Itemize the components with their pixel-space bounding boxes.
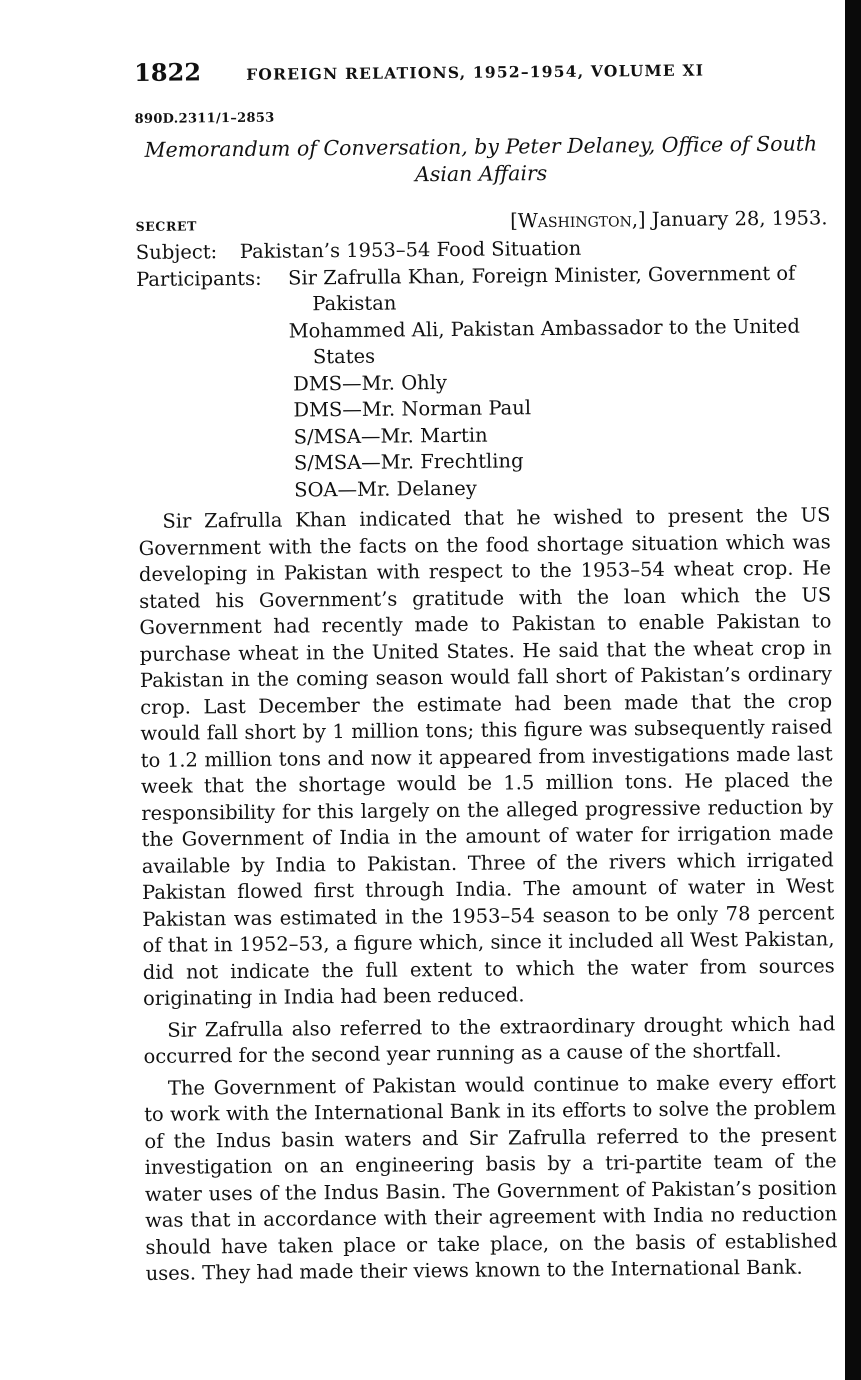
participant-item: DMS—Mr. Ohly [293,370,448,395]
body-text [138,502,837,1287]
place: [Washington,] [510,208,646,233]
memo-fields [136,233,831,505]
document-title-line-1: Memorandum of Conversation, by Peter Delaney, Office of South [144,131,818,162]
place-date [510,206,828,232]
document-title-line-2: Asian Affairs [414,161,548,187]
page-number: 1822 [134,57,202,87]
participants-label: Participants: [136,266,262,291]
participant-item: Sir Zafrulla Khan, Foreign Minister, Government of Pakistan [288,261,796,316]
participant-item: Mohammed Ali, Pakistan Ambassador to the United States [288,314,800,369]
participants-row [136,260,830,505]
subject-value: Pakistan’s 1953–54 Food Situation [239,236,582,263]
subject-label: Subject: [135,240,218,264]
scan-border [845,0,861,1380]
participant-item: SOA—Mr. Delaney [294,476,477,501]
classification-date-line [135,206,827,236]
document-title [135,130,827,191]
date: January 28, 1953. [651,206,828,232]
paragraph: Sir Zafrulla Khan indicated that he wished to present the US Government with the facts on the food shortage situation which was developing in Pakistan with respect to the 1953–54 wheat crop. He stated his Government’s gratitude with the loan which the US Government had recently made to Pakistan to enable Pakistan to purchase wheat in the United States. He said that the wheat crop in Pakistan in the coming season would fall short of Pakistan’s ordinary crop. Last December the estimate had been made that the crop would fall short by 1 million tons; this figure was subsequently raised to 1.2 million tons and now it appeared from investigations made last week that the shortage would be 1.5 million tons. He placed the responsibility for this largely on the alleged progressive reduction by the Government of India in the amount of water for irrigation made available by India to Pakistan. Three of the rivers which irrigated Pakistan flowed first through India. The amount of water in West Pakistan was estimated in the 1953–54 season to be only 78 percent of that in 1952–53, a figure which, since it included all West Pakistan, did not indicate the full extent to which the water from sources originating in India had been reduced. [138,503,835,1010]
paragraph: Sir Zafrulla also referred to the extraordinary drought which had occurred for the second year running as a cause of the shortfall. [143,1011,836,1068]
participants-list [288,260,830,504]
running-header [134,51,826,98]
participant-item: DMS—Mr. Norman Paul [293,396,532,422]
participant-item: S/MSA—Mr. Frechtling [293,449,524,475]
participant-item: S/MSA—Mr. Martin [293,423,488,448]
running-title: FOREIGN RELATIONS, 1952–1954, VOLUME XI [246,60,705,84]
classification-label: SECRET [135,218,198,234]
paragraph: The Government of Pakistan would continue to make every effort to work with the International Bank in its efforts to solve the problem of the Indus basin waters and Sir Zafrulla referred to the present investigation on an engineering basis by a tri-partite team of the water uses of the Indus Basin. The Government of Pakistan’s position was that in accordance with their agreement with India no reduction should have taken place or take place, on the basis of established uses. They had made their views known to the International Bank. [144,1069,838,1285]
file-number: 890D.2311/1–2853 [134,110,275,127]
document-page [134,51,838,1292]
